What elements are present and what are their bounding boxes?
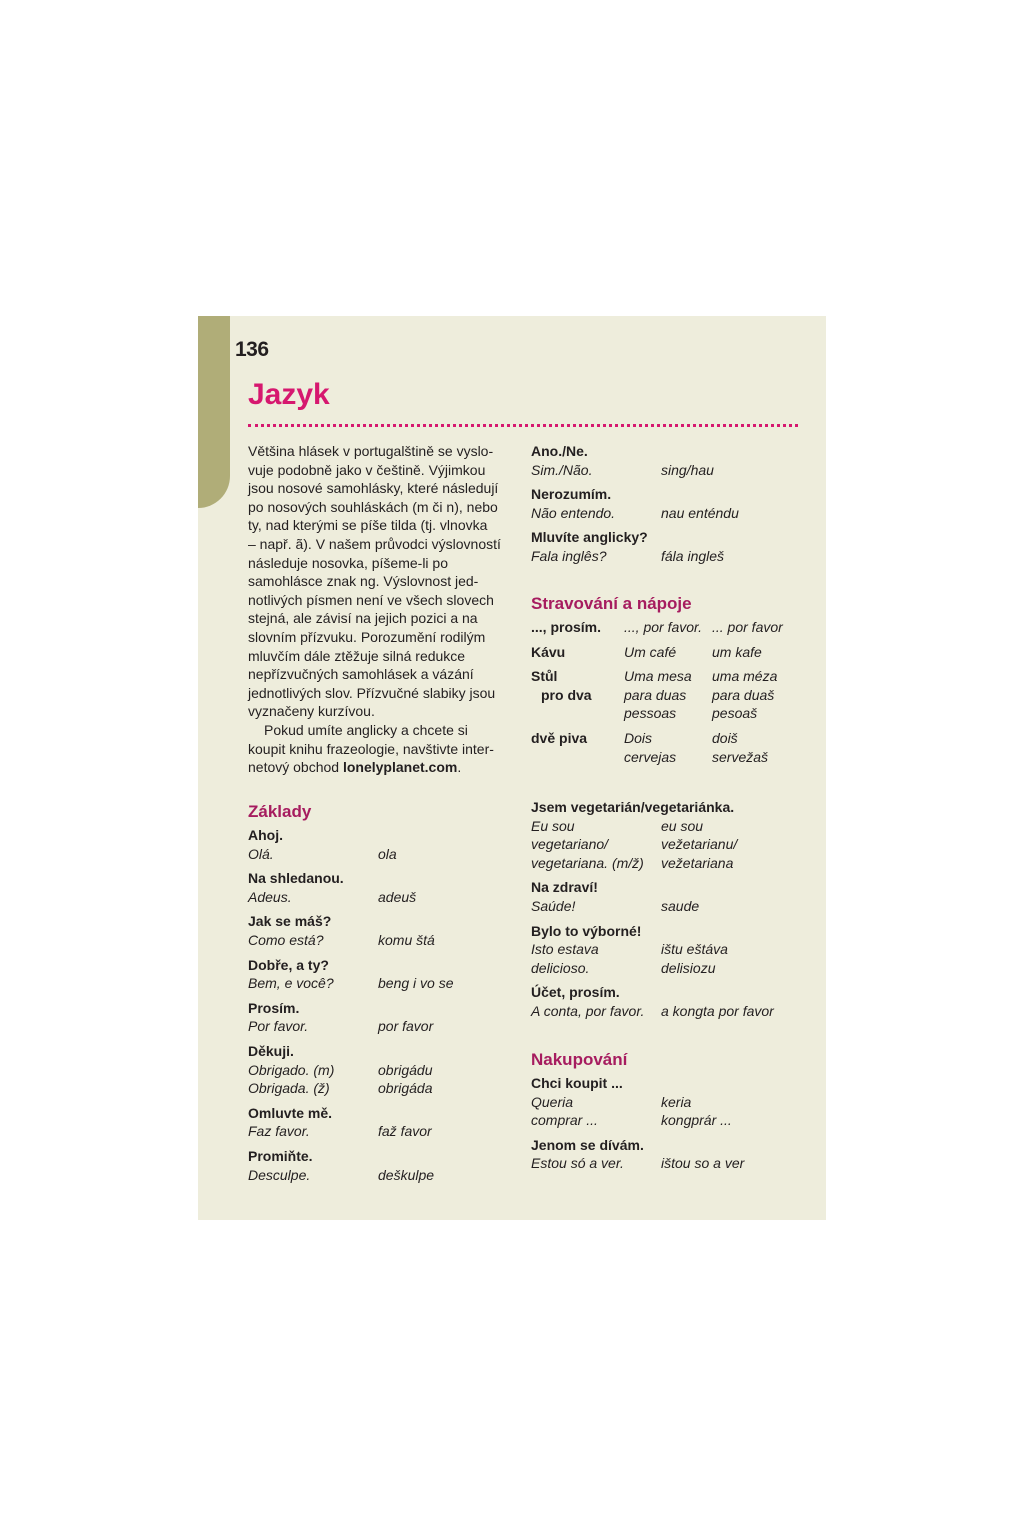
section-heading-shopping: Nakupování: [531, 1050, 628, 1069]
website-link: lonelyplanet.com: [342, 759, 458, 776]
phrase-czech: Promiňte.: [248, 1147, 313, 1164]
phrase-entry: [531, 485, 821, 522]
phrase-czech: Jak se máš?: [248, 913, 332, 930]
phrase-entry: [531, 1074, 821, 1130]
section-heading-food: Stravování a nápoje: [531, 594, 692, 613]
phrase-portuguese: Obrigado. (m): [248, 1061, 335, 1078]
food-portuguese-line: Uma mesa: [624, 668, 692, 685]
food-pronunciation: [712, 667, 812, 723]
phrase-portuguese: Desculpe.: [248, 1166, 311, 1183]
intro-line: koupit knihu frazeologie, navštivte inter-: [248, 740, 494, 757]
intro-period: .: [457, 759, 462, 776]
phrase-czech: Na zdraví!: [531, 879, 598, 896]
intro-line: jednotlivých slov. Přízvučné slabiky jsou: [248, 684, 496, 701]
phrase-entry: [531, 798, 821, 872]
food-portuguese-line: Um café: [624, 643, 677, 660]
phrase-pronunciation: obrigáda: [378, 1080, 433, 1097]
page-number: 136: [235, 338, 269, 361]
intro-line: vyznačeny kurzívou.: [248, 703, 375, 720]
shopping-list: [531, 1074, 821, 1173]
phrase-pronunciation: por favor: [378, 1018, 434, 1035]
phrase-pronunciation: ištou so a ver: [661, 1155, 745, 1172]
phrase-row: [531, 1002, 821, 1021]
phrase-pronunciation: deškulpe: [378, 1166, 435, 1183]
phrase-czech: Bylo to výborné!: [531, 922, 642, 939]
intro-paragraph: [248, 442, 518, 721]
basics-list: [248, 826, 518, 1184]
phrase-entry: [248, 869, 518, 906]
phrase-pronunciation: a kongta por favor: [661, 1002, 774, 1019]
food-pronunciation-line: um kafe: [712, 643, 762, 660]
chapter-tab: [198, 316, 230, 508]
basics-section: [248, 802, 518, 1190]
phrase-pronunciation: obrigádu: [378, 1061, 433, 1078]
food-portuguese: [624, 643, 712, 662]
phrase-row: [248, 974, 518, 993]
dotted-divider: [248, 424, 798, 427]
food-section: [531, 594, 821, 772]
phrase-czech: Na shledanou.: [248, 870, 344, 887]
phrase-portuguese: Por favor.: [248, 1018, 309, 1035]
phrase-pronunciation: vežetarianu/: [661, 836, 738, 853]
phrase-portuguese: Obrigada. (ž): [248, 1080, 330, 1097]
intro-line: slovním přízvuku. Porozumění rodilým: [248, 628, 486, 645]
phrase-row: [248, 1166, 518, 1185]
food-row: [531, 618, 821, 637]
intro-paragraph-2: [248, 721, 518, 777]
phrase-row: [248, 1122, 518, 1141]
phrase-portuguese: Saúde!: [531, 897, 576, 914]
food-pronunciation-line: pesoaš: [712, 705, 758, 722]
phrase-row: [531, 817, 821, 836]
phrase-row: [248, 845, 518, 864]
phrase-entry: [248, 826, 518, 863]
phrase-czech: Nerozumím.: [531, 486, 612, 503]
phrase-entry: [248, 912, 518, 949]
phrase-row: [531, 504, 821, 523]
phrase-row: [531, 940, 821, 959]
phrase-entry: [531, 1136, 821, 1173]
food-pronunciation-line: servežaš: [712, 748, 769, 765]
phrase-pronunciation: eu sou: [661, 817, 704, 834]
food-pronunciation-line: uma méza: [712, 668, 778, 685]
phrase-pronunciation: beng i vo se: [378, 975, 454, 992]
food-phrase-list: [531, 798, 821, 1021]
phrase-portuguese: comprar ...: [531, 1112, 598, 1129]
phrase-portuguese: Adeus.: [248, 888, 292, 905]
page-title: Jazyk: [248, 378, 330, 411]
phrase-pronunciation: kongprár ...: [661, 1112, 732, 1129]
left-column: [248, 442, 518, 777]
phrase-portuguese: delicioso.: [531, 959, 590, 976]
phrase-czech: Ahoj.: [248, 827, 283, 843]
phrase-row: [248, 931, 518, 950]
intro-line: – např. ã). V našem průvodci výslovností: [248, 535, 501, 552]
phrase-entry: [248, 1104, 518, 1141]
phrase-czech: Dobře, a ty?: [248, 956, 329, 973]
phrase-pronunciation: faž favor: [378, 1123, 432, 1140]
intro-line: Většina hlásek v portugalštině se vyslo-: [248, 443, 494, 459]
phrase-pronunciation: vežetariana: [661, 854, 734, 871]
phrase-pronunciation: ola: [378, 845, 397, 862]
phrase-row: [531, 547, 821, 566]
phrase-entry: [248, 956, 518, 993]
phrase-row: [531, 1154, 821, 1173]
phrase-entry: [531, 878, 821, 915]
intro-line: vuje podobně jako v češtině. Výjimkou: [248, 461, 486, 478]
intro-line: Pokud umíte anglicky a chcete si: [264, 721, 468, 738]
phrase-portuguese: Eu sou: [531, 817, 575, 834]
phrase-row: [531, 1111, 821, 1130]
phrase-portuguese: vegetariano/: [531, 836, 609, 853]
phrase-portuguese: Fala inglês?: [531, 547, 607, 564]
food-portuguese-line: Dois: [624, 729, 653, 746]
section-heading-basics: Základy: [248, 802, 312, 821]
phrase-pronunciation: nau enténdu: [661, 504, 739, 521]
phrase-portuguese: Olá.: [248, 845, 274, 862]
phrase-row: [531, 461, 821, 480]
phrase-portuguese: Não entendo.: [531, 504, 616, 521]
food-czech: Stůl pro dva: [531, 668, 592, 703]
food-czech: ..., prosím.: [531, 619, 602, 635]
intro-line: následuje nosovka, píšeme-li po: [248, 554, 449, 571]
intro-line: mluvčím dále ztěžuje silná redukce: [248, 647, 466, 664]
food-pronunciation: [712, 643, 812, 662]
phrase-entry: [248, 1042, 518, 1098]
top-right-list: [531, 442, 821, 566]
phrase-entry: [248, 1147, 518, 1184]
intro-line: stejná, ale závisí na jejich pozici a na: [248, 610, 478, 627]
phrase-row: [531, 897, 821, 916]
intro-line: notlivých písmen není ve všech slovech: [248, 591, 494, 608]
phrase-portuguese: A conta, por favor.: [531, 1002, 645, 1019]
phrase-portuguese: Bem, e você?: [248, 975, 334, 992]
row-gap: [531, 766, 821, 772]
phrase-czech: Děkuji.: [248, 1042, 294, 1059]
food-portuguese-line: cervejas: [624, 748, 677, 765]
intro-line: ty, nad kterými se píše tilda (tj. vlnovka: [248, 517, 488, 534]
phrase-czech: Ano./Ne.: [531, 443, 588, 459]
phrase-portuguese: Isto estava: [531, 941, 599, 958]
phrase-pronunciation: fála ingleš: [661, 547, 725, 564]
phrase-czech: Účet, prosím.: [531, 984, 620, 1001]
food-pronunciation-line: ... por favor: [712, 619, 783, 635]
food-portuguese: [624, 667, 712, 723]
food-pronunciation-line: doiš: [712, 729, 738, 746]
phrase-czech: Jsem vegetarián/vegetariánka.: [531, 799, 735, 815]
phrase-czech: Jenom se dívám.: [531, 1136, 644, 1153]
food-table: [531, 618, 821, 772]
phrase-entry: [531, 442, 821, 479]
food-portuguese-line: pessoas: [624, 705, 677, 722]
phrase-row: [248, 1061, 518, 1080]
food-row: [531, 729, 821, 766]
phrase-pronunciation: adeuš: [378, 888, 417, 905]
food-pronunciation: [712, 729, 812, 766]
intro-line: netový obchod: [248, 759, 340, 776]
food-portuguese: [624, 618, 712, 637]
phrase-czech: Omluvte mě.: [248, 1104, 333, 1121]
phrase-czech: Prosím.: [248, 999, 300, 1016]
phrase-pronunciation: delisiozu: [661, 959, 716, 976]
phrase-pronunciation: sing/hau: [661, 461, 714, 478]
shopping-section: [531, 1050, 821, 1179]
phrase-entry: [531, 983, 821, 1020]
food-row: [531, 667, 821, 723]
phrase-portuguese: Estou só a ver.: [531, 1155, 624, 1172]
food-portuguese-line: ..., por favor.: [624, 619, 703, 635]
intro-line: po nosových souhláskách (m či n), nebo: [248, 498, 498, 515]
food-phrases: [531, 798, 821, 1027]
phrase-pronunciation: komu štá: [378, 931, 435, 948]
phrase-entry: [531, 922, 821, 978]
phrase-row: [531, 835, 821, 854]
food-row: [531, 643, 821, 662]
phrase-pronunciation: ištu eštáva: [661, 941, 728, 958]
phrase-entry: [531, 528, 821, 565]
phrase-portuguese: Queria: [531, 1093, 574, 1110]
phrase-row: [531, 854, 821, 873]
phrase-pronunciation: keria: [661, 1093, 692, 1110]
phrase-row: [248, 888, 518, 907]
food-pronunciation: [712, 618, 812, 637]
phrase-row: [248, 1017, 518, 1036]
phrase-portuguese: Como está?: [248, 931, 324, 948]
food-pronunciation-line: para duaš: [712, 686, 775, 703]
top-right-phrases: [531, 442, 821, 572]
phrase-entry: [248, 999, 518, 1036]
food-czech: Kávu: [531, 643, 566, 660]
phrase-row: [248, 1079, 518, 1098]
phrase-row: [531, 959, 821, 978]
phrase-portuguese: Sim./Não.: [531, 461, 593, 478]
intro-line: jsou nosové samohlásky, které následují: [248, 480, 499, 497]
food-portuguese-line: para duas: [624, 686, 687, 703]
food-czech: dvě piva: [531, 729, 588, 746]
intro-line: samohlásce znak ng. Výslovnost jed-: [248, 573, 479, 590]
book-page: [198, 316, 826, 1220]
phrase-czech: Mluvíte anglicky?: [531, 529, 648, 546]
phrase-row: [531, 1093, 821, 1112]
phrase-portuguese: vegetariana. (m/ž): [531, 854, 644, 871]
phrase-portuguese: Faz favor.: [248, 1123, 310, 1140]
food-portuguese: [624, 729, 712, 766]
intro-line: nepřízvučných samohlásek a vázání: [248, 666, 474, 683]
phrase-pronunciation: saude: [661, 897, 700, 914]
phrase-czech: Chci koupit ...: [531, 1075, 623, 1091]
